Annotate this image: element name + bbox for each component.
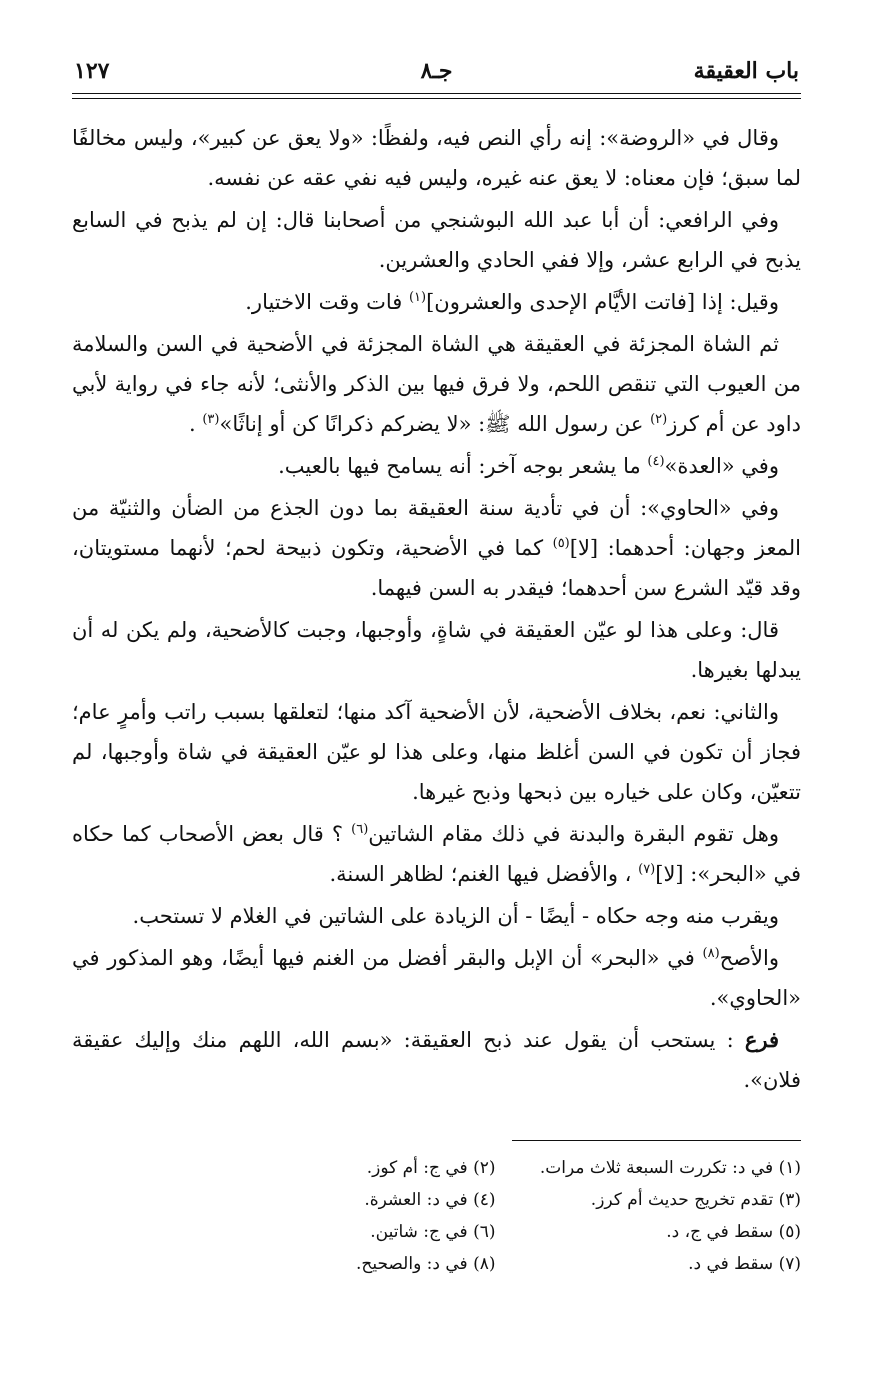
footnote: (٧) سقط في د. <box>688 1254 801 1274</box>
paragraph-text: وفي «العدة» <box>664 454 779 478</box>
footnote: (٢) في ج: أم كوز. <box>366 1158 496 1178</box>
paragraph-text: قال: وعلى هذا لو عيّن العقيقة في شاةٍ، وأوجبها، وجبت كالأضحية، ولم يكن له أن يبدلها بغيرها. <box>72 618 801 682</box>
paragraph <box>72 446 801 486</box>
section-label: فرع <box>744 1027 779 1052</box>
footnotes <box>230 1152 801 1280</box>
paragraph <box>72 692 801 812</box>
paragraph <box>72 488 801 608</box>
paragraph-text: ويقرب منه وجه حكاه - أيضًا - أن الزيادة على الشاتين في الغلام لا تستحب. <box>132 904 779 928</box>
footnote-marker: (٦) <box>351 822 369 837</box>
footnote-marker: (٢) <box>650 412 668 427</box>
footnote-rule <box>512 1140 801 1141</box>
paragraph-text: وقيل: إذا [فاتت الأيَّام الإحدى والعشرون] <box>426 290 779 314</box>
paragraph <box>72 118 801 198</box>
paragraph <box>72 324 801 444</box>
main-text <box>72 118 801 1102</box>
footnote-marker: (٥) <box>552 536 570 551</box>
footnote: (٦) في ج: شاتين. <box>370 1222 496 1242</box>
paragraph <box>72 1020 801 1100</box>
paragraph-text-continued: عن رسول الله ﷺ: «لا يضركم ذكرانًا كن أو إناثًا» <box>219 412 651 436</box>
chapter-title: باب العقيقة <box>693 58 799 84</box>
paragraph-text: وقال في «الروضة»: إنه رأي النص فيه، ولفظًا: «ولا يعق عن كبير»، وليس مخالفًا لما سبق؛ فإن معناه: لا يعق عنه غيره، وليس فيه نفي عقه عن نفسه. <box>72 126 801 190</box>
footnote-marker: (٨) <box>702 946 720 961</box>
header-rule <box>72 93 801 94</box>
volume-label: جـ٨ <box>420 58 453 84</box>
paragraph <box>72 814 801 894</box>
footnote: (١) في د: تكررت السبعة ثلاث مرات. <box>539 1158 801 1178</box>
header-rule-thin <box>72 98 801 99</box>
paragraph-text-continued: فات وقت الاختيار. <box>245 290 409 314</box>
paragraph-text-continued: كما في الأضحية، وتكون ذبيحة لحم؛ لأنهما مستويتان، وقد قيّد الشرع سن أحدهما؛ فيقدر به السن فيهما. <box>72 536 801 600</box>
page-number: ١٢٧ <box>74 58 110 84</box>
paragraph <box>72 282 801 322</box>
paragraph <box>72 896 801 936</box>
paragraph-text-continued: ، والأفضل فيها الغنم؛ لظاهر السنة. <box>329 862 639 886</box>
paragraph <box>72 610 801 690</box>
page-header <box>72 58 801 94</box>
paragraph-text: والأصح <box>719 946 779 970</box>
paragraph <box>72 938 801 1018</box>
footnote-marker: (٣) <box>202 412 220 427</box>
footnote: (٣) تقدم تخريج حديث أم كرز. <box>590 1190 801 1210</box>
footnote: (٥) سقط في ج، د. <box>666 1222 801 1242</box>
footnote: (٨) في د: والصحيح. <box>355 1254 496 1274</box>
footnote-marker: (١) <box>408 290 427 305</box>
footnote: (٤) في د: العشرة. <box>364 1190 496 1210</box>
footnote-marker: (٧) <box>638 862 656 877</box>
paragraph-text: ثم الشاة المجزئة في العقيقة هي الشاة المجزئة في الأضحية في السن والسلامة من العيوب التي تنقص اللحم، ولا فرق فيها بين الذكر والأنثى؛ لأنه جاء في رواية لأبي داود عن أم كرز <box>72 332 801 436</box>
paragraph-text: والثاني: نعم، بخلاف الأضحية، لأن الأضحية آكد منها؛ لتعلقها بسبب راتب وأمرٍ عام؛ فجاز أن تكون في السن أغلظ منها، وعلى هذا لو عيّن العقيقة في شاة وأوجبها، لم تتعيّن، وكان على خياره بين ذبحها وذبح غيرها. <box>72 700 801 804</box>
paragraph-text: وفي الرافعي: أن أبا عبد الله البوشنجي من أصحابنا قال: إن لم يذبح في السابع يذبح في الرابع عشر، وإلا ففي الحادي والعشرين. <box>72 208 801 272</box>
footnote-marker: (٤) <box>647 454 665 469</box>
paragraph-text-continued: . <box>188 412 203 436</box>
paragraph <box>72 200 801 280</box>
paragraph-text: : يستحب أن يقول عند ذبح العقيقة: «بسم الله، اللهم منك وإليك عقيقة فلان». <box>72 1028 801 1092</box>
paragraph-text-continued: في «البحر» أن الإبل والبقر أفضل من الغنم فيها أيضًا، وهو المذكور في «الحاوي». <box>72 946 801 1010</box>
paragraph-text: وهل تقوم البقرة والبدنة في ذلك مقام الشاتين <box>368 822 779 846</box>
paragraph-text-continued: ؟ قال بعض الأصحاب كما حكاه في «البحر»: [لا] <box>72 822 801 886</box>
paragraph-text-continued: ما يشعر بوجه آخر: أنه يسامح فيها بالعيب. <box>278 454 648 478</box>
paragraph-text: وفي «الحاوي»: أن في تأدية سنة العقيقة بما دون الجذع من الضأن والثنيّة من المعز وجهان: أحدهما: [لا] <box>72 496 801 560</box>
